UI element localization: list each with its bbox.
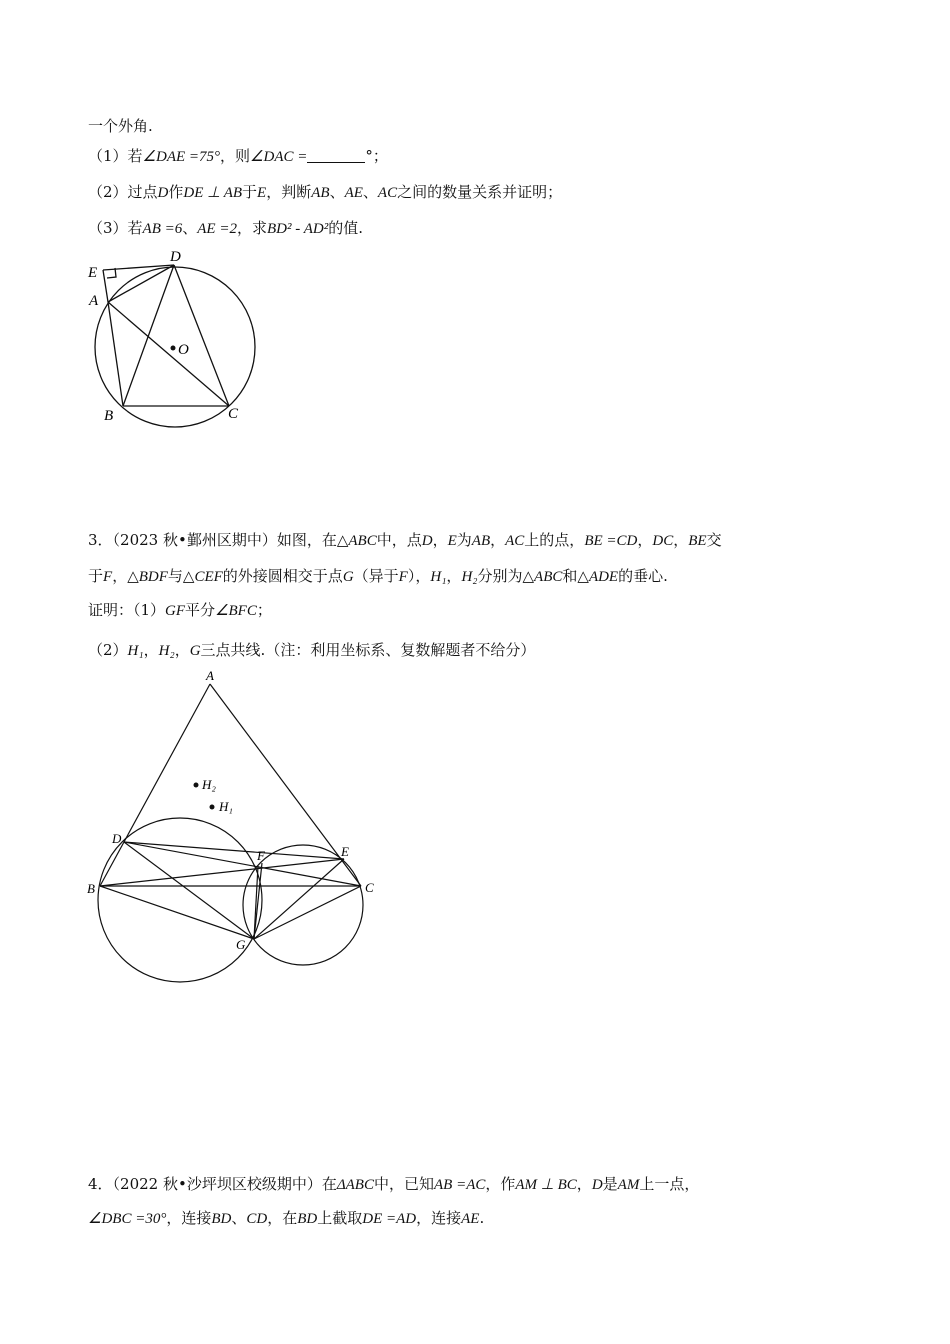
p3-line-2: 于F，△BDF与△CEF的外接圆相交于点G（异于F），H₁，H₂分别为△ABC和△ADE的垂心.: [88, 567, 668, 585]
p2-question-3: （3）若AB =6、AE =2，求BD² - AD²的值.: [88, 219, 363, 237]
label-c: C: [228, 406, 239, 422]
p2-question-2: （2）过点D作DE ⊥ AB于E，判断AB、AE、AC之间的数量关系并证明；: [88, 183, 563, 201]
p2-question-1: （1）若∠DAE =75°，则∠DAC = °；: [88, 147, 388, 165]
p3-line-3: 证明：（1）GF平分∠BFC；: [88, 601, 272, 619]
label-c: C: [365, 880, 374, 895]
label-f: F: [257, 848, 265, 863]
segment-cg: [254, 886, 361, 939]
p2-intro: 一个外角.: [88, 117, 153, 135]
p4-line-1: 4．（2022 秋•沙坪坝区校级期中）在ΔABC中，已知AB =AC，作AM ⊥ BC，D是AM上一点，: [88, 1175, 700, 1193]
label-g: G: [236, 937, 246, 952]
segment-dg: [124, 842, 254, 939]
label-b: B: [104, 408, 114, 424]
label-h2: H₂: [202, 777, 216, 792]
label-d: D: [112, 831, 122, 846]
p3-line-1: 3．（2023 秋•鄞州区期中）如图，在△ABC中，点D，E为AB，AC上的点，BE =CD，DC，BE交: [88, 531, 722, 549]
segment-be: [100, 859, 344, 886]
label-a: A: [206, 668, 214, 683]
label-a: A: [89, 293, 99, 309]
label-h1: H₁: [219, 799, 233, 814]
label-e: E: [88, 265, 98, 281]
label-b: B: [87, 881, 95, 896]
label-d: D: [170, 249, 181, 265]
segment-de: [124, 842, 344, 859]
segment-ac: [210, 684, 361, 886]
p4-line-2: ∠DBC =30°，连接BD、CD，在BD上截取DE =AD，连接AE.: [88, 1209, 485, 1227]
label-o: O: [178, 342, 189, 358]
h2-dot: [194, 783, 199, 788]
h1-dot: [210, 805, 215, 810]
segment-bg: [100, 886, 254, 939]
label-e: E: [341, 844, 349, 859]
segment-eg: [254, 859, 344, 939]
circle-bdf: [98, 818, 262, 982]
p3-line-4: （2）H₁，H₂，G三点共线.（注：利用坐标系、复数解题者不给分）: [88, 641, 536, 659]
